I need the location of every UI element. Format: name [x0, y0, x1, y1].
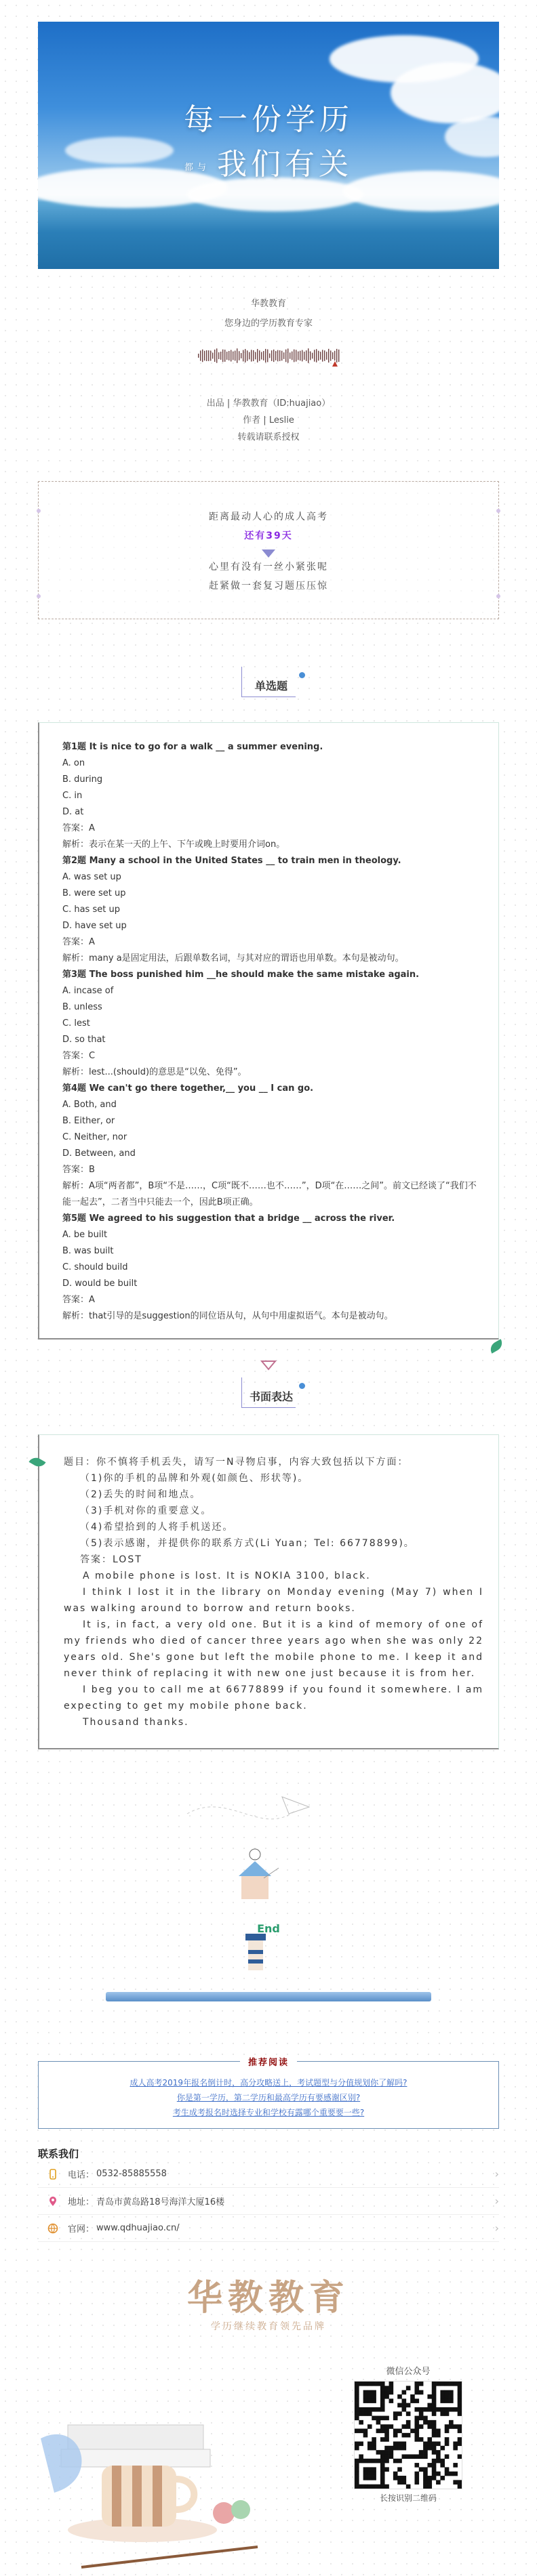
question-line: 答案：A: [62, 937, 95, 947]
question-line: 解析：that引导的是suggestion的同位语从句，从句中用虚拟语气。本句是被动句。: [62, 1311, 393, 1321]
hero-title-line2: 我们有关: [217, 147, 353, 182]
chevron-right-icon: ›: [494, 2195, 499, 2207]
questions-panel: [38, 722, 499, 1339]
footer-brand: 华教教育: [186, 2278, 350, 2319]
waveform-icon: [194, 342, 343, 369]
contact-section: [38, 2146, 499, 2242]
footer: [0, 2256, 537, 2574]
contact-label: 地址：: [68, 2197, 95, 2207]
writing-item: （3)手机对你的重要意义。: [80, 1505, 212, 1516]
hero-banner: [38, 22, 499, 269]
qr-caption-top: 微信公众号: [386, 2367, 431, 2377]
contact-label: 官网：: [68, 2224, 95, 2235]
triangle-icon: [262, 549, 275, 558]
question-line: D. have set up: [62, 921, 127, 931]
recommended-reading: [38, 2058, 499, 2129]
dot-icon: [299, 1383, 305, 1389]
question-line: C. Neither, nor: [62, 1132, 127, 1142]
globe-icon: [47, 2223, 58, 2234]
question-line: D. so that: [62, 1035, 106, 1045]
writing-paragraph: I beg you to call me at 66778899 if you found it somewhere. I am expecting to get my mobile phone back.: [64, 1684, 483, 1711]
audio-waveform[interactable]: [194, 342, 343, 369]
credit-line: 作者 | Leslie: [243, 415, 294, 425]
question-line: 第5题 We agreed to his suggestion that a bridge __ across the river.: [62, 1213, 395, 1224]
question-line: D. Between, and: [62, 1148, 136, 1159]
question-line: B. were set up: [62, 888, 126, 898]
contact-value: 0532-85885558: [96, 2169, 167, 2179]
end-drawing: [38, 1777, 499, 2020]
end-illustration: [38, 1777, 499, 2020]
article-page: [0, 22, 537, 2574]
writing-item: （2)丢失的时间和地点。: [80, 1489, 201, 1500]
chevron-right-icon: ›: [494, 2222, 499, 2235]
credit-line: 转载请联系授权: [237, 432, 300, 442]
chevron-right-icon: ›: [494, 2167, 499, 2180]
writing-answer-label: 答案：LOST: [80, 1554, 142, 1565]
question-line: D. would be built: [62, 1279, 138, 1289]
phone-icon: [47, 2169, 58, 2180]
writing-item: （5)表示感谢，并提供你的联系方式(Li Yuan；Tel: 66778899)。: [80, 1538, 415, 1549]
question-line: B. was built: [62, 1246, 114, 1256]
contact-heading: 联系我们: [38, 2148, 79, 2160]
question-line: 解析：lest...(should)的意思是“以免、免得”。: [62, 1067, 247, 1077]
recommended-link[interactable]: 你是第一学历，第二学历和最高学历有要感谢区别?: [176, 2093, 361, 2102]
recommended-link[interactable]: 考生成考报名时选择专业和学校有露哪个重要要一些?: [172, 2108, 365, 2117]
writing-panel: [38, 1434, 499, 1749]
contact-label: 电话：: [68, 2170, 95, 2180]
question-line: 答案：A: [62, 1295, 95, 1305]
writing-paragraph: It is, in fact, a very old one. But it is a kind of memory of one of my friends who died of cancer three years ago when she was only 22 years old. She's gone but left the mobile phone to me. I keep it and never think of replacing it with new one just because it is from her.: [64, 1619, 483, 1679]
writing-item: （1)你的手机的品牌和外观(如颜色、形状等)。: [80, 1473, 309, 1484]
question-line: C. should build: [62, 1262, 128, 1272]
question-line: A. on: [62, 758, 85, 768]
section-title: 书面表达: [249, 1390, 293, 1403]
countdown-days: 还有39天: [244, 531, 293, 541]
question-line: A. Both, and: [62, 1100, 117, 1110]
qr-code-box: [340, 2364, 476, 2506]
hero-title-small: 都与: [184, 163, 210, 173]
brand-slogan: 您身边的学历教育专家: [224, 318, 313, 329]
coffee-illustration: [41, 2357, 312, 2574]
qr-pattern: [355, 2382, 462, 2489]
question-line: 解析：表示在某一天的上午、下午或晚上时要用介词on。: [62, 839, 285, 850]
question-line: 解析：A项“两者都”，B项“不是……，C项“既不……也不……”，D项“在……之间”。前文已经谈了“我们不能一起去”，二者当中只能去一个，因此B项正确。: [62, 1181, 477, 1207]
triangle-icon: [260, 1360, 277, 1371]
qr-caption-bottom: 长按识别二维码: [379, 2493, 437, 2503]
question-line: 答案：A: [62, 823, 95, 833]
writing-paragraph: A mobile phone is lost. It is NOKIA 3100, black.: [83, 1571, 371, 1581]
countdown-line3: 心里有没有一丝小紧张呢: [209, 562, 328, 573]
leaf-icon: [28, 1455, 45, 1469]
question-line: 答案：B: [62, 1165, 95, 1175]
question-line: A. be built: [62, 1230, 108, 1240]
question-line: A. incase of: [62, 986, 114, 996]
question-line: 解析：many a是固定用法，后跟单数名词，与其对应的谓语也用单数。本句是被动句。: [62, 953, 404, 963]
credits: [0, 395, 537, 446]
question-line: B. unless: [62, 1002, 102, 1012]
writing-item: （4)希望拾到的人将手机送还。: [80, 1522, 234, 1533]
question-line: B. during: [62, 774, 103, 785]
writing-prompt: 题目：你不慎将手机丢失，请写一N寻物启事，内容大致包括以下方面：: [64, 1457, 409, 1468]
writing-paragraph: Thousand thanks.: [83, 1717, 189, 1728]
question-line: B. Either, or: [62, 1116, 115, 1126]
question-line: 第4题 We can't go there together,__ you __ I can go.: [62, 1083, 314, 1094]
ground-bar: [106, 1992, 431, 2001]
question-list: [62, 739, 481, 1325]
question-line: C. lest: [62, 1018, 90, 1029]
countdown-box: [38, 481, 499, 619]
hero-title-line1: 每一份学历: [184, 102, 353, 137]
recommended-title: 推荐阅读: [240, 2055, 297, 2068]
question-line: A. was set up: [62, 872, 121, 882]
recommended-link[interactable]: 成人高考2019年报名倒计时，高分攻略送上，考试题型与分值规划你了解吗?: [130, 2078, 407, 2087]
section-heading-choice: [235, 667, 302, 707]
contact-value: www.qdhuajiao.cn/: [96, 2223, 180, 2233]
question-line: 第2题 Many a school in the United States __ to train men in theology.: [62, 856, 401, 866]
end-label: End: [257, 1922, 280, 1935]
question-line: C. has set up: [62, 905, 120, 915]
question-line: 答案：C: [62, 1051, 96, 1061]
contact-value: 青岛市黄岛路18号海洋大厦16楼: [96, 2197, 225, 2207]
section-title: 单选题: [254, 680, 287, 692]
question-line: D. at: [62, 807, 84, 817]
qr-code[interactable]: [354, 2381, 462, 2489]
countdown-line1: 距离最动人心的成人高考: [209, 512, 328, 522]
contact-row-phone[interactable]: [38, 2161, 499, 2188]
dot-icon: [299, 672, 305, 678]
countdown-line4: 赶紧做一套复习题压压惊: [209, 581, 328, 591]
location-icon: [47, 2196, 58, 2207]
question-line: 第3题 The boss punished him __he should make the same mistake again.: [62, 970, 420, 980]
brand-name: 华教教育: [250, 299, 286, 309]
hero-title: [38, 95, 499, 183]
section-heading-writing: [235, 1377, 302, 1418]
question-line: C. in: [62, 791, 83, 801]
contact-row-website[interactable]: [38, 2215, 499, 2242]
credit-line: 出品 | 华教教育（ID:huajiao）: [206, 398, 331, 409]
contact-row-address[interactable]: [38, 2188, 499, 2215]
question-line: 第1题 It is nice to go for a walk __ a summer evening.: [62, 742, 323, 752]
writing-paragraph: I think I lost it in the library on Monday evening (May 7) when I was walking around to borrow and return books.: [64, 1587, 483, 1614]
footer-slogan: 学历继续教育领先品牌: [211, 2321, 326, 2332]
